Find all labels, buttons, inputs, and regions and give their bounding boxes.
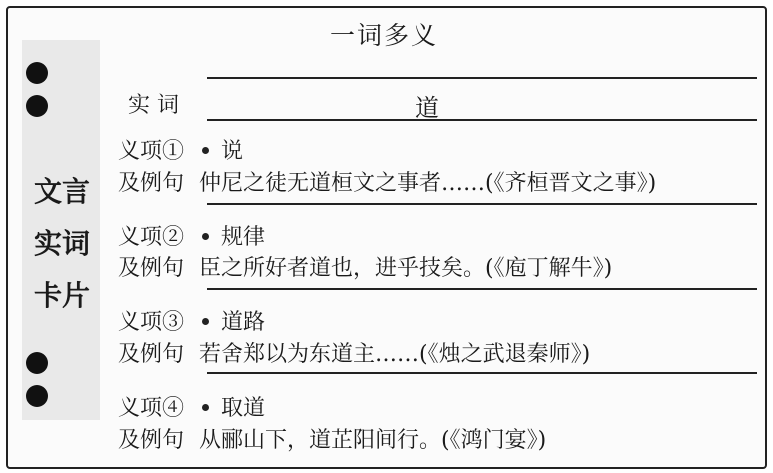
- divider-line: [207, 77, 757, 79]
- side-label-line: 卡片: [33, 279, 90, 312]
- binder-hole-icon: [26, 385, 48, 407]
- binder-hole-icon: [26, 95, 48, 117]
- sense-row: [118, 391, 265, 422]
- binder-hole-icon: [26, 352, 48, 374]
- sense-label: 义项②: [118, 225, 185, 250]
- example-text: 臣之所好者道也，进乎技矣。(《庖丁解牛》): [199, 256, 613, 281]
- example-row: [118, 251, 612, 282]
- bullet-icon: [202, 318, 209, 325]
- example-label: 及例句: [118, 428, 185, 453]
- example-text: 从郦山下，道芷阳间行。(《鸿门宴》): [199, 428, 547, 453]
- side-label-line: 实词: [33, 227, 90, 260]
- bullet-icon: [202, 147, 209, 154]
- sense-meaning: 规律: [221, 225, 266, 250]
- example-text: 若舍郑以为东道主……(《烛之武退秦师》): [199, 342, 591, 367]
- example-row: [118, 423, 546, 454]
- divider-line: [207, 372, 757, 374]
- example-row: [118, 337, 590, 368]
- divider-line: [207, 203, 757, 205]
- example-row: [118, 166, 656, 197]
- sense-label: 义项③: [118, 310, 185, 335]
- sense-row: [118, 134, 243, 165]
- header-word: 道: [415, 94, 439, 122]
- sense-meaning: 取道: [221, 396, 266, 421]
- sense-meaning: 说: [221, 139, 244, 164]
- sense-label: 义项①: [118, 139, 185, 164]
- bullet-icon: [202, 404, 209, 411]
- binder-hole-icon: [26, 62, 48, 84]
- divider-line: [207, 288, 757, 290]
- side-label: [30, 166, 94, 322]
- sense-row: [118, 305, 265, 336]
- sense-row: [118, 220, 265, 251]
- divider-line: [207, 119, 757, 121]
- example-label: 及例句: [118, 256, 185, 281]
- card-title: 一词多义: [330, 21, 439, 50]
- example-label: 及例句: [118, 342, 185, 367]
- bullet-icon: [202, 233, 209, 240]
- sense-meaning: 道路: [221, 310, 266, 335]
- sense-label: 义项④: [118, 396, 185, 421]
- example-label: 及例句: [118, 171, 185, 196]
- example-text: 仲尼之徒无道桓文之事者……(《齐桓晋文之事》): [199, 171, 657, 196]
- header-label: 实 词: [128, 93, 179, 118]
- side-label-line: 文言: [33, 175, 90, 208]
